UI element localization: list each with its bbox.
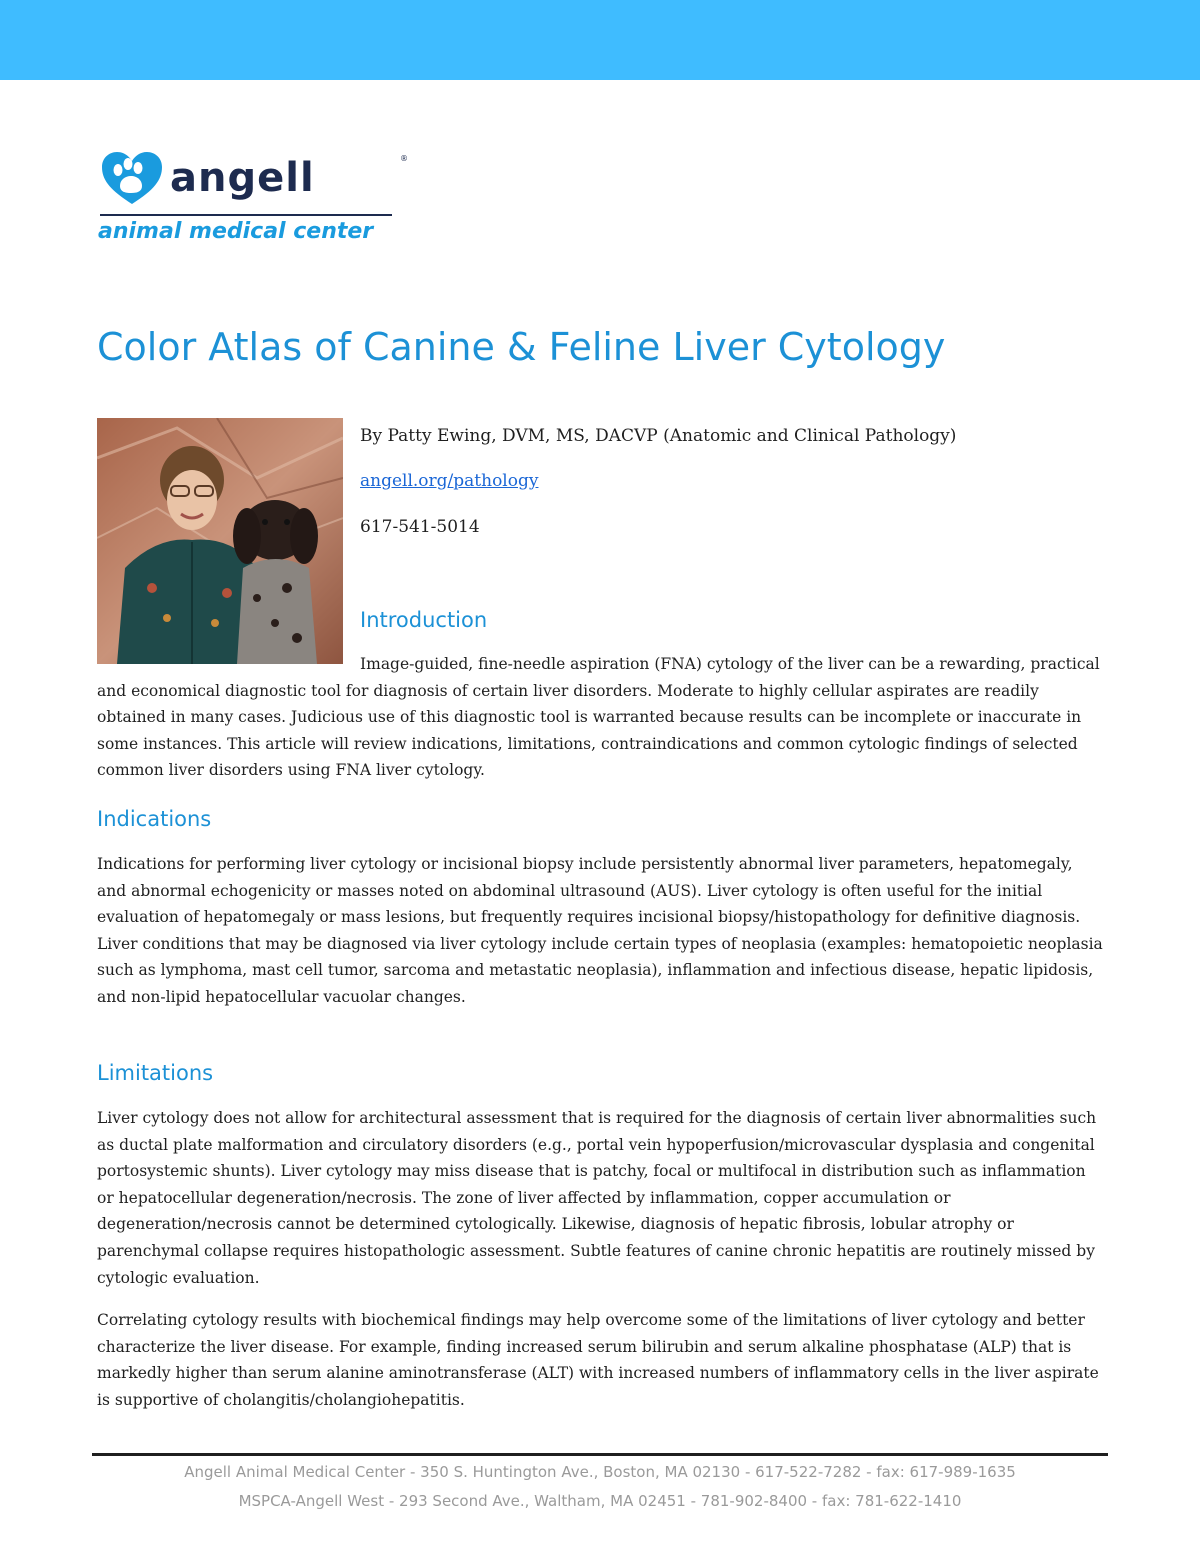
logo-wordmark: angell bbox=[170, 155, 315, 201]
pathology-link[interactable]: angell.org/pathology bbox=[360, 471, 539, 491]
logo-divider bbox=[100, 214, 392, 216]
page-title: Color Atlas of Canine & Feline Liver Cytology bbox=[97, 325, 946, 369]
angell-logo[interactable] bbox=[98, 150, 408, 250]
limitations-paragraph-2: Correlating cytology results with biochemical findings may help overcome some of the limitations of liver cytology and better characterize the liver disease. For example, finding increased serum bilirubin and serum alkaline phosphatase (ALP) that is markedly higher than serum alanine aminotransferase (ALT) with increased numbers of inflammatory cells in the liver aspirate is supportive of cholangitis/cholangiohepatitis. bbox=[97, 1311, 1099, 1409]
footer-divider bbox=[92, 1453, 1108, 1456]
footer-address-boston: Angell Animal Medical Center - 350 S. Huntington Ave., Boston, MA 02130 - 617-522-7282 - fax: 617-989-1635 bbox=[184, 1463, 1016, 1481]
logo-subtitle: animal medical center bbox=[98, 219, 374, 244]
introduction-paragraph: Image-guided, fine-needle aspiration (FNA) cytology of the liver can be a rewarding, practical and economical diagnostic tool for diagnosis of certain liver disorders. Moderate to highly cellular aspirates are readily obtained in many cases. Judicious use of this diagnostic tool is warranted because results can be incomplete or inaccurate in some instances. This article will review indications, limitations, contraindications and common cytologic findings of selected common liver disorders using FNA liver cytology. bbox=[97, 655, 1100, 780]
top-color-bar bbox=[0, 0, 1200, 80]
author-byline: By Patty Ewing, DVM, MS, DACVP (Anatomic and Clinical Pathology) bbox=[360, 426, 957, 446]
author-photo bbox=[97, 418, 343, 664]
heading-limitations: Limitations bbox=[97, 1061, 214, 1085]
indications-paragraph: Indications for performing liver cytology or incisional biopsy include persistently abnormal liver parameters, hepatomegaly, and abnormal echogenicity or masses noted on abdominal ultrasound (AUS). Liver cytology is often useful for the initial evaluation of hepatomegaly or mass lesions, but frequently requires incisional biopsy/histopathology for definitive diagnosis. Liver conditions that may be diagnosed via liver cytology include certain types of neoplasia (examples: hematopoietic neoplasia such as lymphoma, mast cell tumor, sarcoma and metastatic neoplasia), inflammation and infectious disease, hepatic lipidosis, and non-lipid hepatocellular vacuolar changes. bbox=[97, 855, 1103, 1006]
footer-address-waltham: MSPCA-Angell West - 293 Second Ave., Waltham, MA 02451 - 781-902-8400 - fax: 781-622-1410 bbox=[238, 1492, 962, 1510]
heading-indications: Indications bbox=[97, 807, 212, 831]
limitations-paragraph-1: Liver cytology does not allow for architectural assessment that is required for the diagnosis of certain liver abnormalities such as ductal plate malformation and circulatory disorders (e.g., portal vein hypoperfusion/microvascular dysplasia and congenital portosystemic shunts). Liver cytology may miss disease that is patchy, focal or multifocal in distribution such as inflammation or hepatocellular degeneration/necrosis. The zone of liver affected by inflammation, copper accumulation or degeneration/necrosis cannot be determined cytologically. Likewise, diagnosis of hepatic fibrosis, lobular atrophy or parenchymal collapse requires histopathologic assessment. Subtle features of canine chronic hepatitis are routinely missed by cytologic evaluation. bbox=[97, 1109, 1097, 1287]
heading-introduction: Introduction bbox=[360, 608, 488, 632]
paw-heart-icon bbox=[100, 150, 164, 206]
logo-trademark: ® bbox=[400, 154, 408, 163]
phone-number: 617-541-5014 bbox=[360, 517, 480, 537]
